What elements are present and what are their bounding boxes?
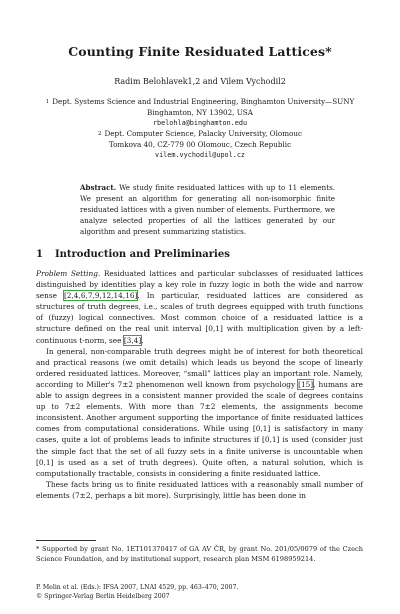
paragraph-1-label: Problem Setting. [36, 269, 101, 278]
affiliation-1-email: rbelohla@binghamton.edu [152, 119, 248, 127]
section-number: 1 [36, 249, 43, 260]
affiliation-1-number: 1 [45, 99, 50, 105]
abstract-label: Abstract. [80, 183, 117, 192]
publication-footer [36, 584, 363, 602]
footer-copyright: © Springer-Verlag Berlin Heidelberg 2007 [36, 592, 170, 600]
affiliation-2-number: 2 [98, 131, 102, 137]
affiliation-2 [0, 129, 400, 161]
affiliation-2-email: vilem.vychodil@upol.cz [154, 151, 246, 159]
abstract-text: We study finite residuated lattices with up to 11 elements. We present an algorithm for generating all non-isomorphic finite residuated lattices with a given number of elements. Furthermore, we analyze selected properties of all the lattices generated by our algorithm and present summarizing statistics. [80, 183, 335, 236]
section-title: Introduction and Preliminaries [54, 249, 230, 260]
paragraph-2-text-b: , humans are able to assign degrees in a consistent manner provided the scale of degrees contains up to 7±2 elements. With more than 7±2 elements, the assignments become inconsistent. Another argument supporting the importance of finite residuated lattices comes from computational considerations. While using [0,1] is satisfactory in many cases, quite a lot of problems leads to infinite structures if [0,1] is used (consider just the simple fact that the set of all fuzzy sets in a finite universe is uncountable when [0,1] is used as a set of truth degrees). Quite often, a natural solution, which is computationally tractable, consists in considering a finite residuated lattice. [36, 379, 363, 478]
footnote-rule [36, 540, 96, 541]
paper-title: Counting Finite Residuated Lattices* [68, 44, 332, 59]
paragraph-3: These facts bring us to finite residuated lattices with a reasonably small number of elements (7±2, perhaps a bit more). Surprisingly, little has been done in [36, 479, 363, 500]
affiliation-2-line-2: Tomkova 40, CZ-779 00 Olomouc, Czech Republic [108, 139, 292, 149]
affiliation-1-line-1: Dept. Systems Science and Industrial Engineering, Binghamton University—SUNY [52, 97, 355, 106]
paragraph-1-text-a: Residuated lattices and particular subclasses of residuated lattices distinguished by identities play a key role in fuzzy logic in both the wide and narrow sense [36, 269, 363, 301]
paragraph-1-text-c: . [141, 335, 144, 345]
paragraph-2 [36, 346, 363, 479]
citation-link[interactable]: [3,4] [123, 335, 142, 345]
paragraph-1 [36, 268, 363, 346]
footer-citation: P. Melin et al. (Eds.): IFSA 2007, LNAI 4529, pp. 463–470, 2007. [36, 584, 239, 591]
section-heading [36, 249, 230, 260]
affiliation-1-line-2: Binghamton, NY 13902, USA [147, 107, 253, 117]
citation-link[interactable]: [15] [298, 379, 314, 389]
affiliation-2-line-1: Dept. Computer Science, Palacky University, Olomouc [104, 129, 302, 138]
affiliation-1 [0, 97, 400, 129]
abstract [80, 183, 335, 238]
footnote: * Supported by grant No. 1ET101370417 of GA AV ČR, by grant No. 201/05/0079 of the Czech Science Foundation, and by institutional support, research plan MSM 6198959214. [36, 545, 363, 563]
paragraph-1-text-b: . In particular, residuated lattices are considered as structures of truth degrees, i.e., scales of truth degrees equipped with truth functions of (fuzzy) logical connectives. Most common choice of a residuated lattice is a structure defined on the real unit interval [0,1] with multiplication given by a left-continuous t-norm, see [36, 291, 363, 345]
citation-link[interactable]: [2,4,6,7,9,12,14,16] [63, 291, 138, 301]
paragraph-2-text-a: In general, non-comparable truth degrees might be of interest for both theoretical and practical reasons (we omit details) which leads us beyond the scope of linearly ordered residuated lattices. Moreover, “small” lattices play an important role. Namely, according to Miller's 7±2 phenomenon well known from psychology [36, 346, 363, 389]
body-text [36, 268, 363, 501]
paper-authors: Radim Belohlavek1,2 and Vilem Vychodil2 [114, 77, 286, 86]
